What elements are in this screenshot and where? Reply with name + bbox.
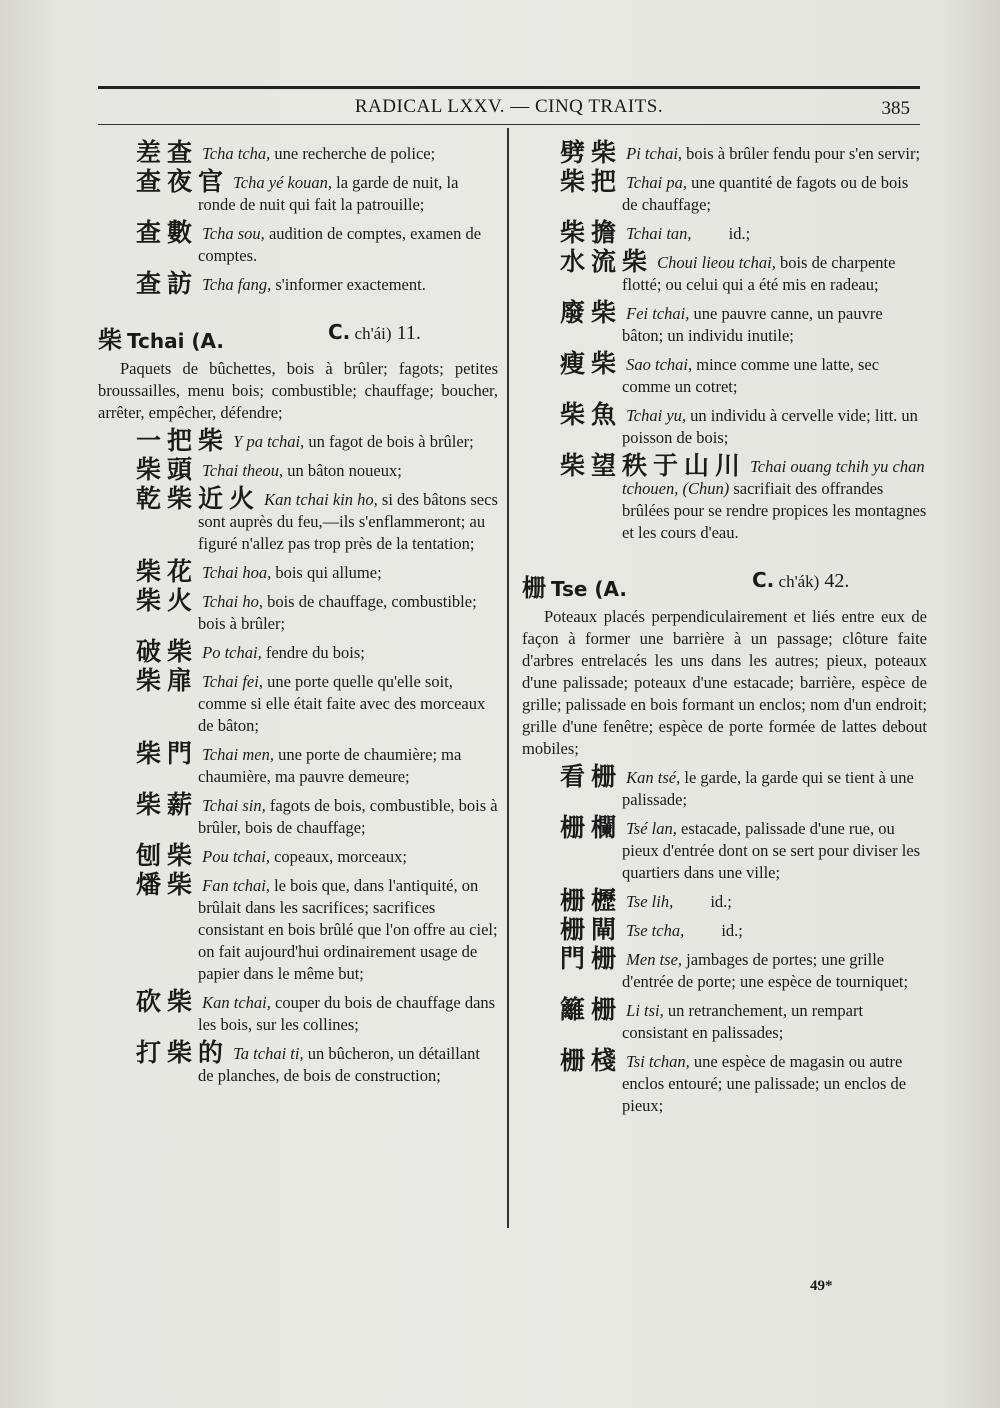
entry-chinese: 栅櫪: [560, 886, 623, 915]
entry-romanization: Ta tchai ti,: [233, 1044, 304, 1063]
entry-chinese: 柴把: [560, 167, 623, 196]
entry-definition: un retranchement, un rempart consistant en palissades;: [622, 1001, 868, 1042]
entry-romanization: Choui lieou tchai,: [657, 253, 776, 272]
entry-chinese: 打柴的: [136, 1038, 230, 1067]
left-entries: [98, 426, 502, 1087]
entry-chinese: 柴花: [136, 557, 199, 586]
dictionary-entry: [522, 220, 927, 245]
entry-romanization: Tcha tcha,: [202, 144, 271, 163]
entry-chinese: 瘦柴: [560, 349, 623, 378]
left-column: [98, 138, 502, 1091]
entry-definition: bois qui allume;: [271, 563, 382, 582]
section-head-char: 栅: [522, 574, 546, 602]
c-number: 11.: [391, 322, 421, 344]
entry-chinese: 破柴: [136, 637, 199, 666]
entry-romanization: Tcha fang,: [202, 275, 272, 294]
entry-definition: estacade, palissade d'une rue, ou pieux d'entrée dont on se sert pour diviser les quartiers dans une ville;: [622, 819, 925, 882]
entry-romanization: Kan tsé,: [626, 768, 681, 787]
entry-romanization: Fan tchai,: [202, 876, 270, 895]
left-top-entries: [98, 140, 498, 296]
entry-romanization: Tchai fei,: [202, 672, 263, 691]
entry-romanization: Kan tchai kin ho,: [264, 490, 378, 509]
entry-chinese: 栅棧: [560, 1046, 623, 1075]
entry-definition: copeaux, morceaux;: [269, 847, 407, 866]
entry-chinese: 柴魚: [560, 400, 623, 429]
entry-romanization: Kan tchai,: [202, 993, 271, 1012]
dictionary-entry: [522, 402, 927, 449]
entry-definition: id.;: [691, 224, 751, 243]
dictionary-entry: [522, 764, 927, 811]
entry-definition: si des bâtons secs sont auprès du feu,—ils s'enflammeront; au figuré n'allez pas trop près de la tentation;: [198, 490, 502, 553]
section-definition: Paquets de bûchettes, bois à brûler; fagots; petites broussailles, menu bois; combustible; chauffage; boucher, arrêter, empêcher, défendre;: [98, 359, 498, 422]
c-rom: ch'ák): [774, 572, 820, 591]
entry-chinese: 柴薪: [136, 790, 199, 819]
section-head-word: Tse (A.: [551, 577, 628, 601]
entry-romanization: Tchai ouang tchih yu chan tchouen, (Chun): [622, 457, 925, 498]
section-heading-tse: [522, 568, 927, 602]
entry-romanization: Pi tchai,: [626, 144, 683, 163]
entry-romanization: Tcha yé kouan,: [233, 173, 332, 192]
dictionary-entry: [98, 790, 502, 839]
header-rule: [98, 124, 920, 125]
entry-chinese: 籬栅: [560, 995, 623, 1024]
entry-romanization: Li tsi,: [626, 1001, 664, 1020]
section-head-cantonese: [752, 568, 849, 593]
section-definition: Poteaux placés perpendiculairement et liés entre eux de façon à former une barrière à un passage; clôture faite d'arbres entrelacés les uns dans les autres; pieux, poteaux d'une palissade; poteaux d'une estacade; barrière, espèce de grille; palissade en bois formant un enclos; nom d'un endroit; grille d'une fenêtre; espèce de porte formée de lattes debout mobiles;: [522, 607, 927, 758]
entry-romanization: Y pa tchai,: [233, 432, 305, 451]
entry-romanization: Tchai yu,: [626, 406, 687, 425]
entry-definition: mince comme une latte, sec comme un cotret;: [622, 355, 884, 396]
entry-definition: une porte de chaumière; ma chaumière, ma pauvre demeure;: [198, 745, 466, 786]
entry-chinese: 查訪: [136, 269, 199, 298]
dictionary-entry: [522, 249, 927, 296]
entry-chinese: 砍柴: [136, 987, 199, 1016]
entry-chinese: 栅閘: [560, 915, 623, 944]
page-number: 385: [881, 98, 910, 119]
entry-chinese: 刨柴: [136, 841, 199, 870]
entry-definition: bois à brûler fendu pour s'en servir;: [682, 144, 921, 163]
entry-chinese: 查夜官: [136, 167, 230, 196]
signature-mark: 49*: [810, 1278, 833, 1294]
dictionary-entry: [98, 1040, 498, 1087]
top-rule: [98, 86, 920, 89]
entry-romanization: Sao tchai,: [626, 355, 693, 374]
entry-romanization: Tchai men,: [202, 745, 274, 764]
entry-chinese: 看栅: [560, 762, 623, 791]
dictionary-entry: [98, 639, 498, 664]
dictionary-entry: [98, 271, 498, 296]
dictionary-entry: [522, 917, 927, 942]
entry-definition: s'informer exactement.: [271, 275, 426, 294]
entry-romanization: Fei tchai,: [626, 304, 690, 323]
entry-definition: couper du bois de chauffage dans les bois, sur les collines;: [198, 993, 500, 1034]
entry-definition: audition de comptes, examen de comptes.: [198, 224, 486, 265]
right-top-entries: [522, 138, 931, 544]
entry-definition: bois de chauffage, combustible; bois à brûler;: [198, 592, 481, 633]
entry-romanization: Tsé lan,: [626, 819, 677, 838]
entry-chinese: 廢柴: [560, 298, 623, 327]
dictionary-entry: [98, 668, 498, 737]
entry-chinese: 柴扉: [136, 666, 199, 695]
dictionary-entry: [522, 1048, 927, 1117]
dictionary-entry: [522, 140, 927, 165]
column-divider: [507, 128, 509, 1228]
entry-definition: la garde de nuit, la ronde de nuit qui fait la patrouille;: [198, 173, 463, 214]
entry-definition: une porte quelle qu'elle soit, comme si elle était faite avec des morceaux de bâton;: [198, 672, 490, 735]
entry-chinese: 乾柴近火: [136, 484, 261, 513]
section-head-cantonese: [328, 320, 421, 345]
right-column: [522, 138, 931, 1121]
dictionary-entry: [522, 946, 927, 993]
entry-definition: une espèce de magasin ou autre enclos entouré; une palissade; un enclos de pieux;: [622, 1052, 911, 1115]
entry-definition: bois de charpente flotté; ou celui qui a été mis en radeau;: [622, 253, 900, 294]
entry-definition: une quantité de fagots ou de bois de chauffage;: [622, 173, 913, 214]
entry-romanization: Tchai ho,: [202, 592, 263, 611]
entry-chinese: 差查: [136, 138, 199, 167]
entry-chinese: 一把柴: [136, 426, 230, 455]
entry-romanization: Tchai tan,: [626, 224, 692, 243]
dictionary-entry: [98, 220, 498, 267]
entry-chinese: 劈柴: [560, 138, 623, 167]
section-heading-tchai: [98, 320, 498, 354]
dictionary-entry: [98, 457, 498, 482]
dictionary-entry: [522, 997, 927, 1044]
entry-definition: une recherche de police;: [270, 144, 436, 163]
entry-chinese: 水流柴: [560, 247, 654, 276]
dictionary-entry: [98, 989, 498, 1036]
running-title: RADICAL LXXV. — CINQ TRAITS.: [354, 96, 664, 117]
entry-romanization: Tchai theou,: [202, 461, 284, 480]
dictionary-entry: [522, 169, 927, 216]
entry-romanization: Tchai hoa,: [202, 563, 272, 582]
right-entries: [522, 764, 927, 1117]
running-header: [98, 92, 920, 122]
dictionary-entry: [98, 741, 498, 788]
dictionary-entry: [522, 815, 927, 884]
entry-chinese: 柴擔: [560, 218, 623, 247]
entry-chinese: 柴火: [136, 586, 199, 615]
entry-romanization: Tsi tchan,: [626, 1052, 690, 1071]
c-label: C.: [328, 320, 351, 344]
entry-romanization: Tchai pa,: [626, 173, 687, 192]
dictionary-entry: [98, 169, 498, 216]
entry-definition: fendre du bois;: [261, 643, 365, 662]
dictionary-entry: [522, 351, 927, 398]
entry-chinese: 柴頭: [136, 455, 199, 484]
entry-definition: id.;: [684, 921, 743, 940]
dictionary-entry: [98, 870, 502, 985]
entry-definition: id.;: [673, 892, 732, 911]
entry-romanization: Men tse,: [626, 950, 683, 969]
entry-definition: jambages de portes; une grille d'entrée de porte; une espèce de tourniquet;: [622, 950, 909, 991]
entry-definition: le garde, la garde qui se tient à une palissade;: [622, 768, 919, 809]
entry-chinese: 柴望秩于山川: [560, 451, 747, 480]
section-head-word: Tchai (A.: [127, 329, 224, 353]
dictionary-entry: [98, 484, 502, 555]
dictionary-entry: [522, 451, 931, 544]
entry-definition: un bâton noueux;: [283, 461, 402, 480]
entry-chinese: 燔柴: [136, 870, 199, 899]
entry-romanization: Tse tcha,: [626, 921, 685, 940]
dictionary-entry: [98, 140, 498, 165]
entry-definition: fagots de bois, combustible, bois à brûler, bois de chauffage;: [198, 796, 502, 837]
entry-definition: une pauvre canne, un pauvre bâton; un individu inutile;: [622, 304, 887, 345]
entry-definition: sacrifiait des offrandes brûlées pour se rendre propices les montagnes et les cours d'eau.: [622, 479, 931, 542]
entry-romanization: Tcha sou,: [202, 224, 265, 243]
dictionary-entry: [522, 300, 927, 347]
dictionary-entry: [98, 588, 498, 635]
section-head-char: 柴: [98, 326, 122, 354]
entry-chinese: 柴門: [136, 739, 199, 768]
entry-definition: un fagot de bois à brûler;: [304, 432, 474, 451]
entry-romanization: Pou tchai,: [202, 847, 270, 866]
entry-definition: un bûcheron, un détaillant de planches, de bois de construction;: [198, 1044, 485, 1085]
entry-definition: un individu à cervelle vide; litt. un poisson de bois;: [622, 406, 923, 447]
c-label: C.: [752, 568, 775, 592]
c-rom: ch'ái): [350, 324, 392, 343]
entry-romanization: Tchai sin,: [202, 796, 266, 815]
dictionary-entry: [98, 559, 498, 584]
dictionary-entry: [98, 428, 498, 453]
entry-chinese: 查數: [136, 218, 199, 247]
entry-romanization: Po tchai,: [202, 643, 262, 662]
entry-chinese: 栅欄: [560, 813, 623, 842]
entry-romanization: Tse lih,: [626, 892, 674, 911]
entry-definition: le bois que, dans l'antiquité, on brûlait dans les sacrifices; sacrifices consistant en bois brûlé que l'on offre au ciel; on fait aujourd'hui ordinairement usage de papier dans le même but;: [198, 876, 502, 983]
c-number: 42.: [819, 570, 850, 592]
dictionary-entry: [98, 843, 498, 868]
dictionary-entry: [522, 888, 927, 913]
entry-chinese: 門栅: [560, 944, 623, 973]
